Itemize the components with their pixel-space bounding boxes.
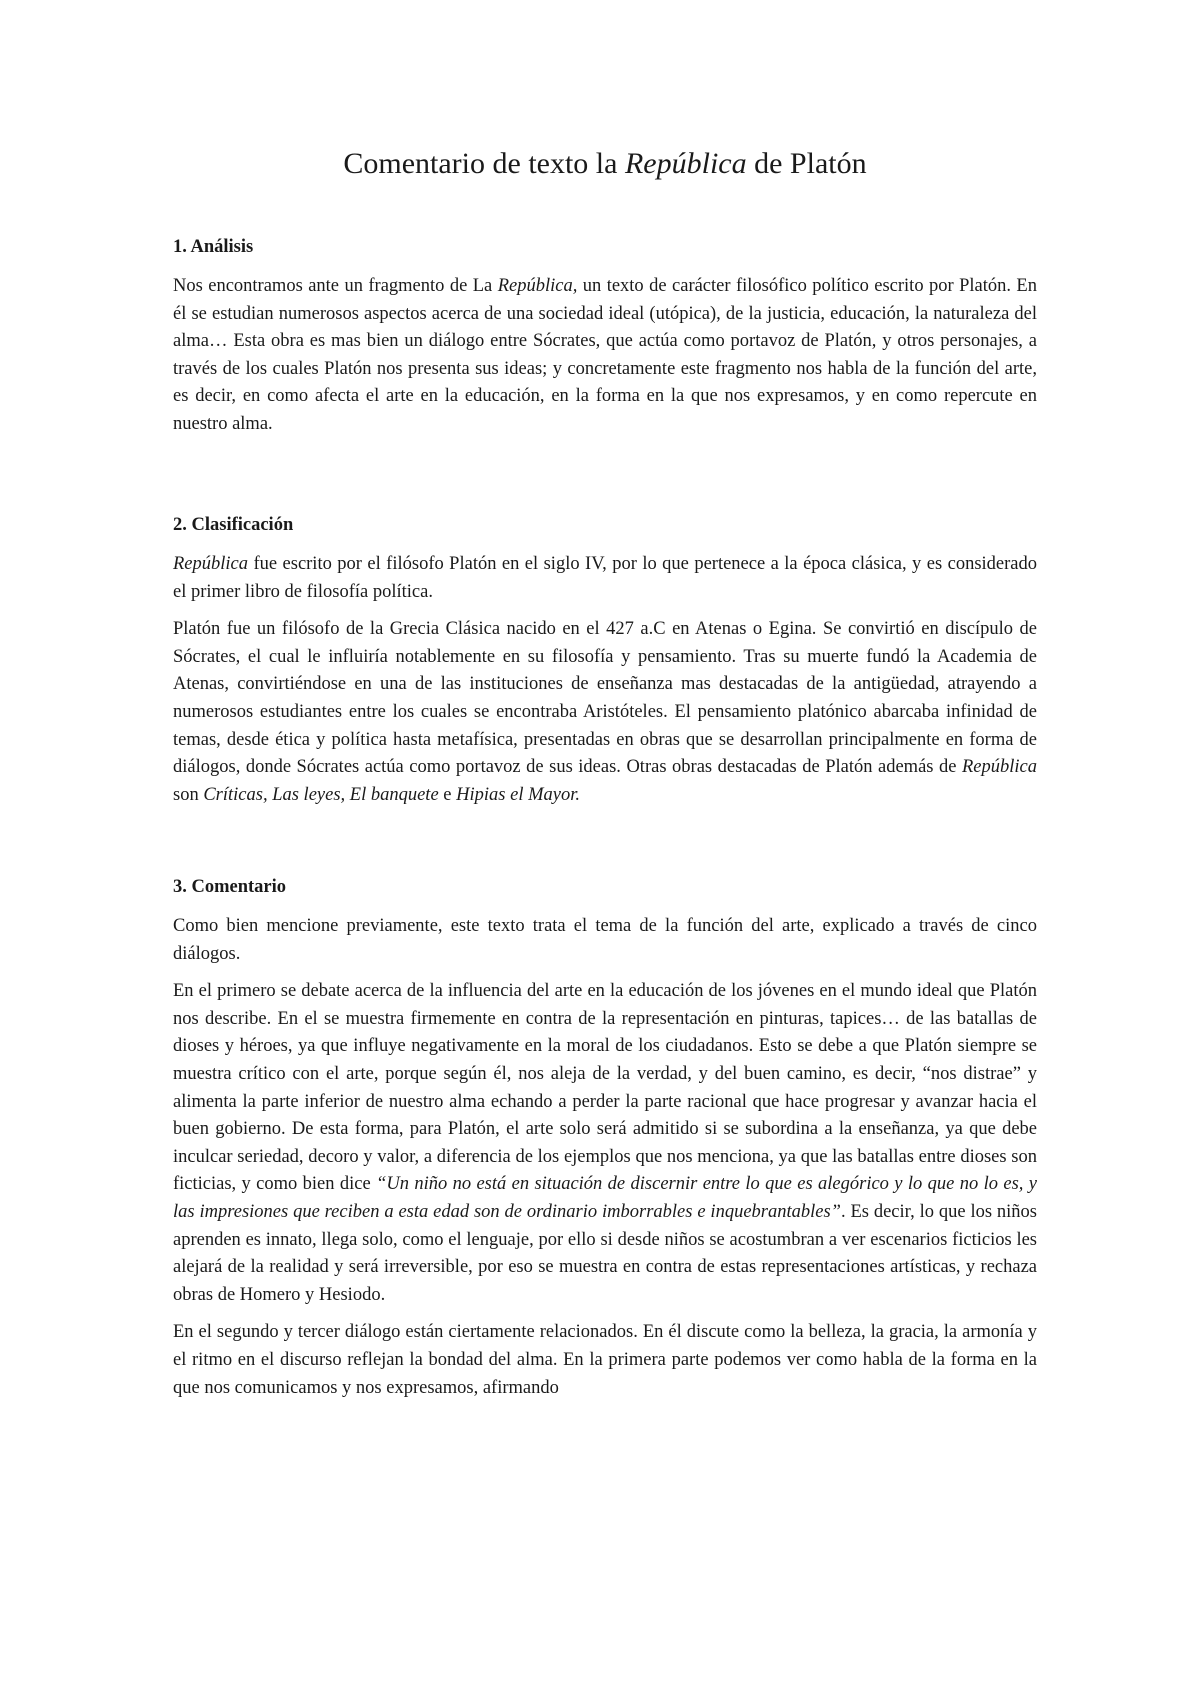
paragraph-analisis — [173, 273, 1037, 439]
section-comentario — [173, 873, 1037, 1402]
section-clasificacion — [173, 511, 1037, 809]
title-text-start: Comentario de texto la — [343, 147, 625, 180]
paragraph-text: . Es decir, lo que los niños aprenden es innato, llega solo, como el lenguaje, por ello si desde niños se acostumbran a ver escenarios ficticios les alejará de la realidad y será irreversible, por eso se muestra en contra de estas representaciones artísticas, y rechaza obras de Homero y Hesiodo. — [173, 1201, 1038, 1305]
italic-work-title: República — [173, 554, 249, 574]
paragraph-text: Platón fue un filósofo de la Grecia Clásica nacido en el 427 a.C en Atenas o Egina. Se convirtió en discípulo de Sócrates, el cual le influiría notablemente en su filosofía y pensamiento. Tras su muerte fundó la Academia de Atenas, convirtiéndose en una de las instituciones de enseñanza mas destacadas de la antigüedad, atrayendo a numerosos estudiantes entre los cuales se encontraba Aristóteles. El pensamiento platónico abarcaba infinidad de temas, desde ética y política hasta metafísica, presentadas en obras que se desarrollan principalmente en forma de diálogos, donde Sócrates actúa como portavoz de sus ideas. Otras obras destacadas de Platón además de — [173, 619, 1037, 778]
paragraph-comentario-1: Como bien mencione previamente, este texto trata el tema de la función del arte, explicado a través de cinco diálogos. — [173, 916, 1037, 964]
italic-work-titles: Críticas, Las leyes, El banquete — [203, 784, 439, 805]
paragraph-text: Nos encontramos ante un fragmento de La — [173, 276, 498, 296]
section-analisis — [173, 233, 1037, 439]
paragraph-clasificacion-2 — [173, 616, 1037, 809]
section-heading-comentario: 3. Comentario — [173, 877, 287, 897]
paragraph-comentario-3: En el segundo y tercer diálogo están ciertamente relacionados. En él discute como la belleza, la gracia, la armonía y el ritmo en el discurso reflejan la bondad del alma. En la primera parte podemos ver como habla de la forma en la que nos comunicamos y nos expresamos, afirmando — [173, 1322, 1037, 1398]
paragraph-comentario-2 — [173, 978, 1037, 1309]
italic-work-title: República, — [497, 276, 578, 296]
paragraph-clasificacion-1 — [173, 551, 1037, 606]
italic-work-title: Hipias el Mayor. — [456, 784, 580, 805]
title-italic-work: República — [624, 147, 747, 180]
paragraph-text: En el primero se debate acerca de la influencia del arte en la educación de los jóvenes en el mundo ideal que Platón nos describe. En el se muestra firmemente en contra de la representación en pinturas, tapices… de las batallas de dioses y héroes, ya que influye negativamente en la moral de los ciudadanos. Esto se debe a que Platón siempre se muestra crítico con el arte, porque según él, nos aleja de la verdad, y del buen camino, es decir, “nos distrae” y alimenta la parte inferior de nuestro alma echando a perder la parte racional que hace progresar y avanzar hacia el buen gobierno. De esta forma, para Platón, el arte solo será admitido si se subordina a la enseñanza, ya que debe inculcar seriedad, decoro y valor, a diferencia de los ejemplos que nos menciona, ya que las batallas entre dioses son ficticias, y como bien dice — [173, 981, 1037, 1195]
italic-work-title: República — [961, 757, 1037, 778]
paragraph-text: un texto de carácter filosófico político escrito por Platón. En él se estudian numerosos aspectos acerca de una sociedad ideal (utópica), de la justicia, educación, la naturaleza del alma… Esta obra es mas bien un diálogo entre Sócrates, que actúa como portavoz de Platón, y otros personajes, a través de los cuales Platón nos presenta sus ideas; y concretamente este fragmento nos habla de la función del arte, es decir, en como afecta el arte en la educación, en la forma en la que nos expresamos, y en como repercute en nuestro alma. — [173, 276, 1037, 434]
paragraph-text: fue escrito por el filósofo Platón en el siglo IV, por lo que pertenece a la época clásica, y es considerado el primer libro de filosofía política. — [173, 554, 1037, 602]
paragraph-text: e — [438, 784, 457, 805]
title-text-end: de Platón — [746, 147, 867, 180]
italic-quote: “Un niño no está en situación de discernir entre lo que es alegórico y lo que no lo es, y las impresiones que reciben a esta edad son de ordinario imborrables e inquebrantables” — [173, 1174, 1037, 1222]
section-heading-clasificacion: 2. Clasificación — [173, 515, 294, 535]
document-title — [173, 144, 1037, 184]
section-heading-analisis: 1. Análisis — [173, 237, 254, 257]
paragraph-text: son — [173, 784, 204, 805]
